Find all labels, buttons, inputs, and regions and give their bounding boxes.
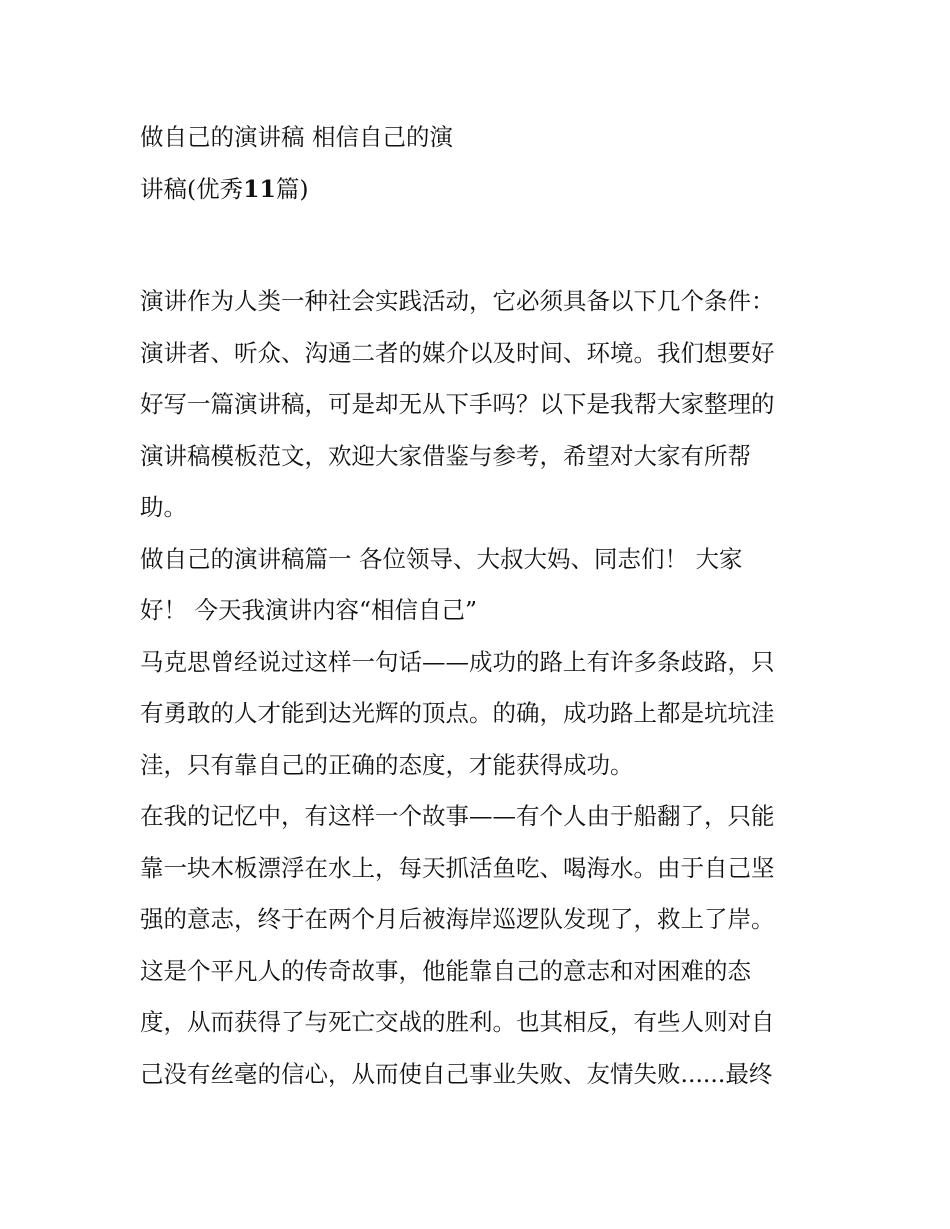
body-line: 己没有丝毫的信心，从而使自己事业失败、友情失败......最终 <box>140 1059 773 1088</box>
body-line: 演讲稿模板范文，欢迎大家借鉴与参考，希望对大家有所帮 <box>140 441 751 470</box>
body-line: 度，从而获得了与死亡交战的胜利。也其相反，有些人则对自 <box>140 1008 775 1036</box>
body-line: 有勇敢的人才能到达光辉的顶点。的确，成功路上都是坑坑洼 <box>140 699 775 727</box>
title-text-part: 篇) <box>275 174 309 203</box>
title-number: 11 <box>243 174 276 203</box>
body-line: 靠一块木板漂浮在水上，每天抓活鱼吃、喝海水。由于自己坚 <box>140 853 775 882</box>
body-line: 马克思曾经说过这样一句话——成功的路上有许多条歧路，只 <box>140 647 775 676</box>
body-line: 好！ 今天我演讲内容“相信自己” <box>140 596 477 624</box>
document-title <box>140 112 820 215</box>
body-line: 在我的记忆中，有这样一个故事——有个人由于船翻了，只能 <box>140 802 775 830</box>
title-line-2 <box>140 164 820 216</box>
document-body <box>140 276 820 1100</box>
body-line: 做自己的演讲稿篇一 各位领导、大叔大妈、同志们！ 大家 <box>140 544 743 573</box>
body-line: 强的意志，终于在两个月后被海岸巡逻队发现了，救上了岸。 <box>140 905 775 933</box>
body-line: 助。 <box>140 493 187 521</box>
title-text-part: 讲稿(优秀 <box>140 174 244 203</box>
body-line: 好写一篇演讲稿，可是却无从下手吗？以下是我帮大家整理的 <box>140 390 775 418</box>
title-line-1: 做自己的演讲稿 相信自己的演 <box>140 123 453 151</box>
body-line: 洼，只有靠自己的正确的态度，才能获得成功。 <box>140 750 634 779</box>
body-line: 演讲作为人类一种社会实践活动，它必须具备以下几个条件： <box>140 287 775 315</box>
body-line: 这是个平凡人的传奇故事，他能靠自己的意志和对困难的态 <box>140 956 751 985</box>
body-line: 演讲者、听众、沟通二者的媒介以及时间、环境。我们想要好 <box>140 338 775 367</box>
